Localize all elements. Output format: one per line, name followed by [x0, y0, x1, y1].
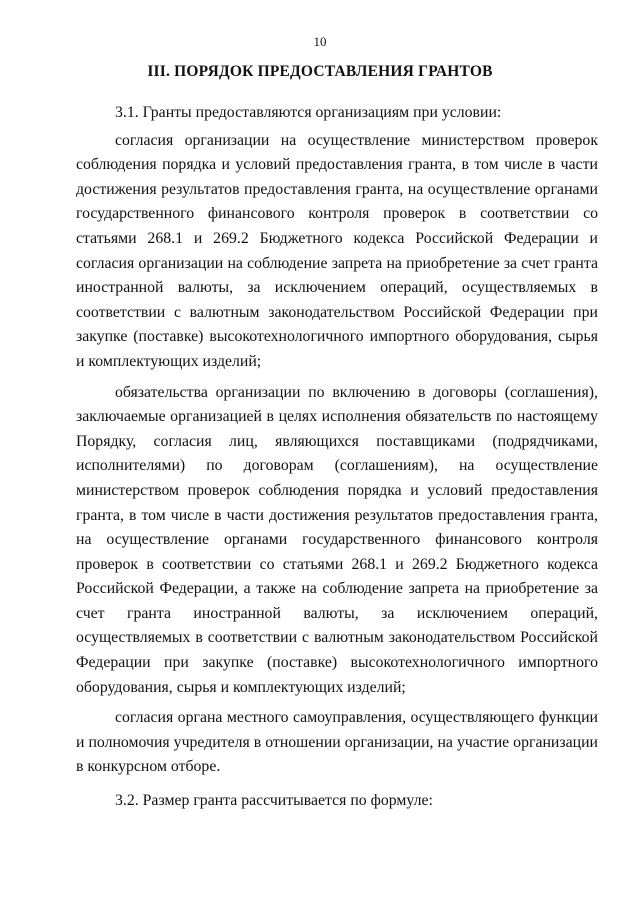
paragraph-3-2-formula-intro: 3.2. Размер гранта рассчитывается по формуле: [115, 792, 433, 810]
paragraph-condition-organization-consent: согласия организации на осуществление министерством проверок соблюдения порядка и условий предоставления гранта, в том числе в части достижения результатов предоставления гранта, на осуществление органами государственного финансового контроля проверок в соответствии со статьями 268.1 и 269.2 Бюджетного кодекса Российской Федерации и согласия организации на соблюдение запрета на приобретение за счет гранта иностранной валюты, за исключением операций, осуществляемых в соответствии с валютным законодательством Российской Федерации при закупке (поставке) высокотехнологичного импортного оборудования, сырья и комплектующих изделий; [76, 131, 598, 370]
paragraph-condition-contract-obligation: обязательства организации по включению в договоры (соглашения), заключаемые организацией в целях исполнения обязательств по настоящему Порядку, согласия лиц, являющихся поставщиками (подрядчиками, исполнителями) по договорам (соглашениям), на осуществление министерством проверок соблюдения порядка и условий предоставления гранта, в том числе в части достижения результатов предоставления гранта, на осуществление органами государственного финансового контроля проверок в соответствии со статьями 268.1 и 269.2 Бюджетного кодекса Российской Федерации, а также на соблюдение запрета на приобретение за счет гранта иностранной валюты, за исключением операций, осуществляемых в соответствии с валютным законодательством Российской Федерации при закупке (поставке) высокотехнологичного импортного оборудования, сырья и комплектующих изделий; [76, 383, 598, 696]
document-body [76, 101, 598, 814]
paragraph-3-1-intro: 3.1. Гранты предоставляются организациям при условии: [115, 104, 502, 121]
page-number: 10 [313, 34, 327, 49]
section-title: III. ПОРЯДОК ПРЕДОСТАВЛЕНИЯ ГРАНТОВ [147, 63, 493, 80]
paragraph-condition-local-authority-consent: согласия органа местного самоуправления, осуществляющего функции и полномочия учредителя в отношении организации, на участие организации в конкурсном отборе. [76, 709, 598, 776]
